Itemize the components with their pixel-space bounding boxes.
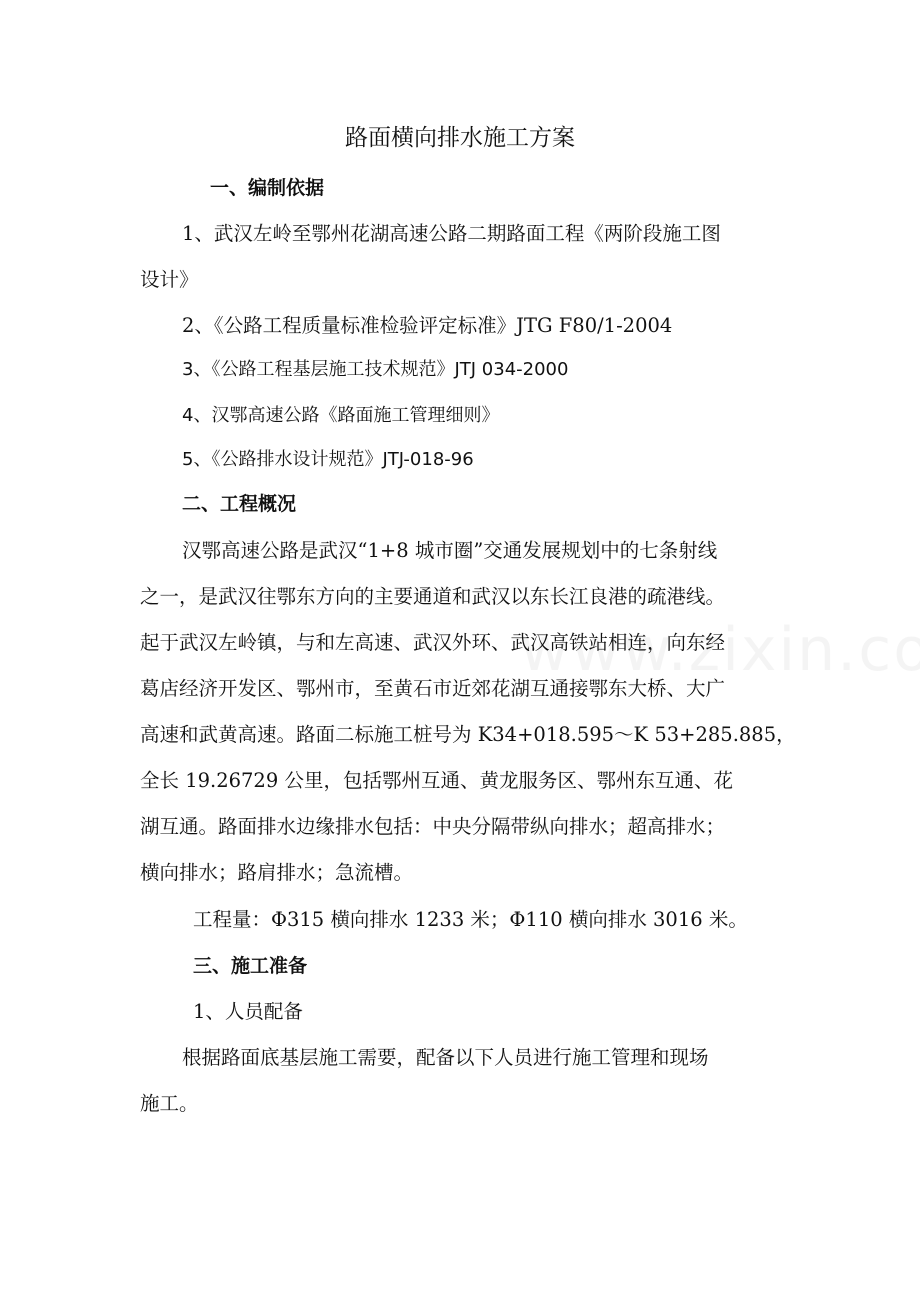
overview-para-line-1: 汉鄂高速公路是武汉“1+8 城市圈”交通发展规划中的七条射线 <box>182 539 718 562</box>
overview-para-line-3: 起于武汉左岭镇，与和左高速、武汉外环、武汉高铁站相连，向东经 <box>140 631 726 654</box>
section-heading-preparation: 三、施工准备 <box>193 955 308 977</box>
basis-item-5: 5、《公路排水设计规范》JTJ-018-96 <box>182 449 474 470</box>
overview-para-line-2: 之一，是武汉往鄂东方向的主要通道和武汉以东长江良港的疏港线。 <box>140 585 726 608</box>
overview-para-line-5: 高速和武黄高速。路面二标施工桩号为 K34+018.595～K 53+285.885， <box>140 723 796 746</box>
basis-item-3: 3、《公路工程基层施工技术规范》JTJ 034-2000 <box>182 359 569 380</box>
section-heading-overview: 二、工程概况 <box>182 493 297 515</box>
basis-item-1-line-2: 设计》 <box>140 268 199 291</box>
overview-quantity: 工程量：Φ315 横向排水 1233 米；Φ110 横向排水 3016 米。 <box>193 908 748 931</box>
document-title: 路面横向排水施工方案 <box>345 125 575 151</box>
overview-para-line-8: 横向排水；路肩排水；急流槽。 <box>140 861 414 884</box>
basis-item-4: 4、汉鄂高速公路《路面施工管理细则》 <box>182 405 500 426</box>
overview-para-line-6: 全长 19.26729 公里，包括鄂州互通、黄龙服务区、鄂州东互通、花 <box>140 769 733 792</box>
preparation-subheading-staff: 1、人员配备 <box>193 1000 303 1023</box>
overview-para-line-7: 湖互通。路面排水边缘排水包括：中央分隔带纵向排水；超高排水； <box>140 815 726 838</box>
basis-item-1-line-1: 1、武汉左岭至鄂州花湖高速公路二期路面工程《两阶段施工图 <box>182 222 721 245</box>
preparation-para-line-2: 施工。 <box>140 1092 199 1115</box>
overview-para-line-4: 葛店经济开发区、鄂州市，至黄石市近郊花湖互通接鄂东大桥、大广 <box>140 677 726 700</box>
basis-item-2: 2、《公路工程质量标准检验评定标准》JTG F80/1-2004 <box>182 314 673 337</box>
preparation-para-line-1: 根据路面底基层施工需要，配备以下人员进行施工管理和现场 <box>182 1046 709 1069</box>
section-heading-basis: 一、编制依据 <box>210 177 325 199</box>
